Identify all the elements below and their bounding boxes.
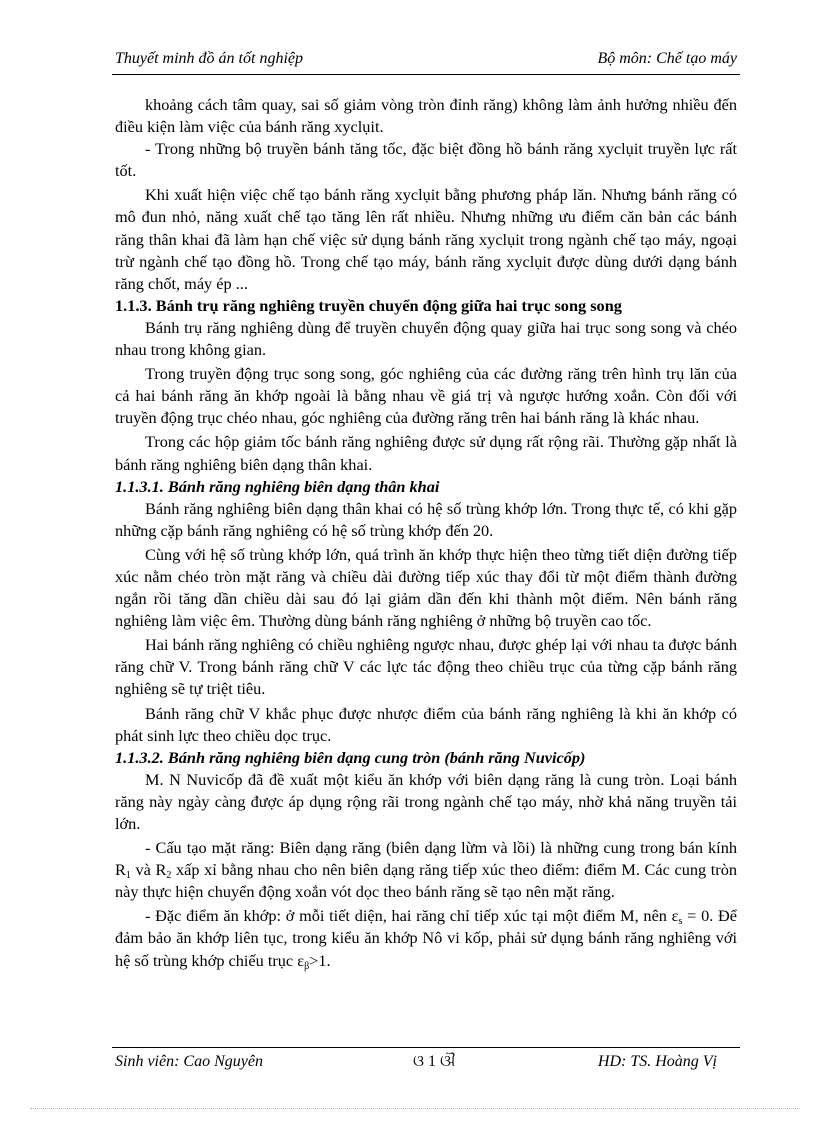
subscript-r2: 2 <box>166 870 172 882</box>
paragraph-12-text-a: - Cấu tạo mặt răng: Biên dạng răng (biên dạng lừm và lồi) là những cung trong bán kính R <box>115 838 737 880</box>
header-document-title: Thuyết minh đồ án tốt nghiệp <box>115 50 303 67</box>
subscript-epsilon-beta: β <box>304 960 310 972</box>
paragraph-5: Trong truyền động trục song song, góc nghiêng của các đường răng trên hình trụ lăn của cả hai bánh răng ăn khớp ngoài là bằng nhau về giá trị và ngược hướng xoắn. Còn đối với truyền động trục chéo nhau, góc nghiêng của đường răng trên hai bánh răng là khác nhau. <box>115 364 737 428</box>
paragraph-12-text-b: và R <box>130 860 167 880</box>
paragraph-12-text-c: xấp xỉ bằng nhau cho nên biên dạng răng tiếp xúc theo điểm: điểm M. Các cung tròn này thực hiện chuyển động xoắn vót dọc theo bánh răng sẽ tạo nên mặt răng. <box>115 860 737 902</box>
subscript-r1: 1 <box>125 870 131 882</box>
header-rule <box>112 74 740 75</box>
header-department: Bộ môn: Chế tạo máy <box>597 50 737 67</box>
page-number: ଓ 1 ଔ <box>413 1053 456 1070</box>
paragraph-13 <box>115 905 737 971</box>
footer-student: Sinh viên: Cao Nguyên <box>115 1053 263 1070</box>
paragraph-12 <box>115 837 737 903</box>
page-body <box>115 94 737 972</box>
paragraph-8: Cùng với hệ số trùng khớp lớn, quá trình ăn khớp thực hiện theo từng tiết diện đường tiếp xúc nằm chéo tròn mặt răng và chiều dài đường tiếp xúc thay đổi từ một điểm thành đường ngắn rồi tăng dần chiều dài sau đó lại giảm dần đến khi thành một điểm. Nên bánh răng nghiêng làm việc êm. Thường dùng bánh răng nghiêng ở những bộ truyền cao tốc. <box>115 544 737 631</box>
paragraph-7: Bánh răng nghiêng biên dạng thân khai có hệ số trùng khớp lớn. Trong thực tế, có khi gặp những cặp bánh răng nghiêng có hệ số trùng khớp đến 20. <box>115 498 737 540</box>
paragraph-3: Khi xuất hiện việc chế tạo bánh răng xyclụit bằng phương pháp lăn. Nhưng bánh răng có mô đun nhỏ, năng xuất chế tạo tăng lên rất nhiều. Nhưng những ưu điểm căn bản các bánh răng thân khai đã làm hạn chế việc sử dụng bánh răng xyclụit trong ngành chế tạo máy, ngoại trừ ngành chế tạo đồng hồ. Trong chế tạo máy, bánh răng xyclụit được dùng dưới dạng bánh răng chốt, máy ép ... <box>115 185 737 293</box>
paragraph-13-text-c: >1. <box>309 950 331 970</box>
paragraph-13-text-a: - Đặc điểm ăn khớp: ở mỗi tiết diện, hai răng chỉ tiếp xúc tại một điểm M, nên ε <box>145 906 679 926</box>
page-header <box>115 50 737 72</box>
paragraph-6: Trong các hộp giảm tốc bánh răng nghiêng được sử dụng rất rộng rãi. Thường gặp nhất là bánh răng nghiêng biên dạng thân khai. <box>115 432 737 474</box>
paragraph-9: Hai bánh răng nghiêng có chiều nghiêng ngược nhau, được ghép lại với nhau ta được bánh răng chữ V. Trong bánh răng chữ V các lực tác động theo chiều trục của từng cặp bánh răng nghiêng sẽ tự triệt tiêu. <box>115 635 737 699</box>
paragraph-13-text-b: = 0. Để đảm bảo ăn khớp liên tục, trong kiểu ăn khớp Nô vi kốp, phải sử dụng bánh răng nghiêng với hệ số trùng khớp chiếu trục ε <box>115 906 737 970</box>
section-heading-1-1-3: 1.1.3. Bánh trụ răng nghiêng truyền chuyển động giữa hai trục song song <box>115 295 622 315</box>
paragraph-1: khoảng cách tâm quay, sai số giảm vòng tròn đỉnh răng) không làm ảnh hưởng nhiều đến điều kiện làm việc của bánh răng xyclụit. <box>115 95 737 137</box>
paragraph-11: M. N Nuvicốp đã đề xuất một kiểu ăn khớp với biên dạng răng là cung tròn. Loại bánh răng này ngày càng được áp dụng rộng rãi trong ngành chế tạo máy, nhờ khả năng truyền tải lớn. <box>115 769 737 833</box>
subscript-epsilon-s: s <box>678 916 683 928</box>
paragraph-4: Bánh trụ răng nghiêng dùng để truyền chuyển động quay giữa hai trục song song và chéo nhau trong không gian. <box>115 317 737 360</box>
paragraph-2: - Trong những bộ truyền bánh tăng tốc, đặc biệt đồng hồ bánh răng xyclụit truyền lực rất tốt. <box>115 139 737 181</box>
footer-rule <box>112 1047 740 1048</box>
paragraph-10: Bánh răng chữ V khắc phục được nhược điểm của bánh răng nghiêng là khi ăn khớp có phát sinh lực theo chiều dọc trục. <box>115 703 737 745</box>
subsection-heading-1-1-3-1: 1.1.3.1. Bánh răng nghiêng biên dạng thân khai <box>115 476 440 496</box>
page-bottom-dotted-line <box>30 1108 800 1109</box>
footer-advisor: HD: TS. Hoàng Vị <box>597 1053 717 1070</box>
subsection-heading-1-1-3-2: 1.1.3.2. Bánh răng nghiêng biên dạng cung tròn (bánh răng Nuvicốp) <box>115 747 586 767</box>
page-footer <box>115 1053 737 1075</box>
